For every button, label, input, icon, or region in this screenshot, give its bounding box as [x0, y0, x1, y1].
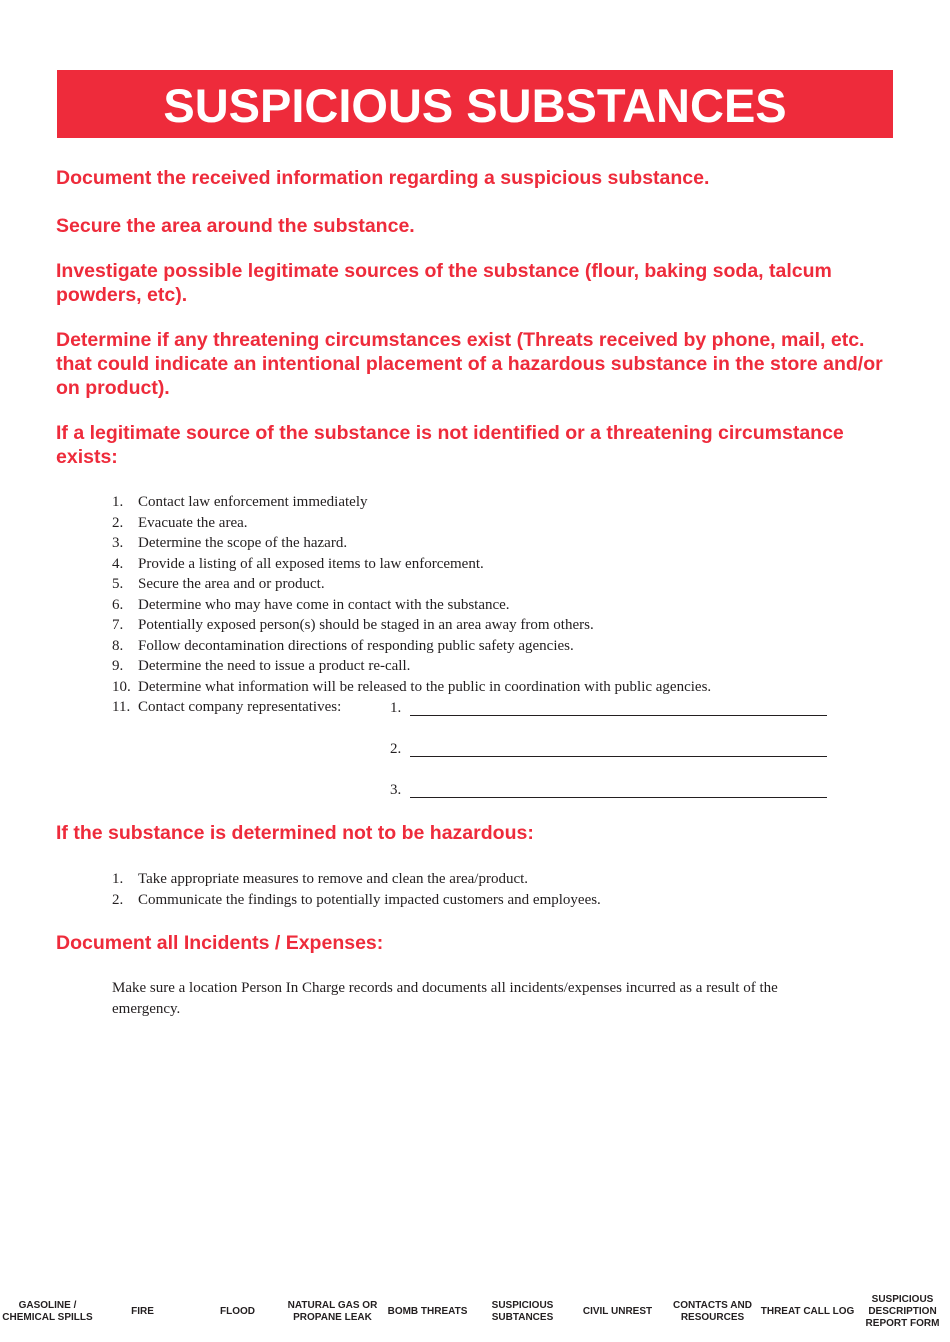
- fill-in-line: [410, 756, 827, 757]
- item-text: Provide a listing of all exposed items to law enforcement.: [138, 555, 484, 572]
- instruction-secure: Secure the area around the substance.: [56, 215, 415, 237]
- item-number: 11.: [112, 699, 131, 715]
- instruction-threats: Determine if any threatening circumstances exist (Threats received by phone, mail, etc. that could indicate an intentional placement of a hazardous substance in the store and/or on product).: [56, 329, 883, 399]
- document-instructions: Make sure a location Person In Charge records and documents all incidents/expenses incurred as a result of the emergency.: [112, 980, 778, 1017]
- tab-natural-gas-propane-leak[interactable]: NATURAL GAS OR PROPANE LEAK: [287, 1300, 378, 1323]
- document-heading: Document all Incidents / Expenses:: [56, 932, 384, 954]
- item-number: 7.: [112, 617, 124, 633]
- contact-rep-field-3[interactable]: [390, 780, 827, 800]
- item-number: 3.: [112, 535, 124, 551]
- list-item: [112, 554, 711, 575]
- contact-rep-field-1[interactable]: [390, 698, 827, 718]
- list-item: [112, 574, 711, 595]
- fill-in-line: [410, 797, 827, 798]
- item-number: 4.: [112, 555, 124, 572]
- item-text: Follow decontamination directions of responding public safety agencies.: [138, 637, 574, 654]
- tab-threat-call-log[interactable]: THREAT CALL LOG: [760, 1306, 855, 1317]
- list-item: [112, 533, 711, 554]
- item-number: 1.: [112, 494, 124, 510]
- item-number: 9.: [112, 658, 124, 674]
- field-number: 3.: [390, 782, 402, 798]
- item-text: Determine who may have come in contact with the substance.: [138, 596, 510, 613]
- tab-civil-unrest[interactable]: CIVIL UNREST: [582, 1306, 653, 1317]
- instruction-investigate: Investigate possible legitimate sources of the substance (flour, baking soda, talcum powders, etc).: [56, 260, 832, 306]
- item-text: Determine the need to issue a product re-call.: [138, 658, 411, 674]
- contact-rep-field-2[interactable]: [390, 739, 827, 759]
- item-text: Communicate the findings to potentially impacted customers and employees.: [138, 891, 601, 908]
- item-text: Potentially exposed person(s) should be staged in an area away from others.: [138, 617, 594, 633]
- tab-suspicious-description-report-form[interactable]: SUSPICIOUS DESCRIPTION REPORT FORM: [865, 1294, 940, 1329]
- item-text: Evacuate the area.: [138, 514, 248, 531]
- tab-bomb-threats[interactable]: BOMB THREATS: [387, 1306, 468, 1317]
- tab-suspicious-substances[interactable]: SUSPICIOUS SUBTANCES: [491, 1300, 554, 1323]
- tab-flood[interactable]: FLOOD: [220, 1306, 255, 1317]
- item-text: Secure the area and or product.: [138, 576, 325, 592]
- item-number: 10.: [112, 678, 131, 695]
- item-number: 1.: [112, 871, 124, 887]
- item-number: 8.: [112, 637, 124, 654]
- item-text: Take appropriate measures to remove and clean the area/product.: [138, 871, 529, 887]
- section-tabs: [0, 1292, 950, 1332]
- item-number: 2.: [112, 891, 124, 908]
- list-item: [112, 615, 711, 636]
- list-item: [112, 677, 711, 698]
- item-number: 5.: [112, 576, 124, 592]
- list-item: [112, 492, 711, 513]
- list-item: [112, 636, 711, 657]
- item-text: Determine the scope of the hazard.: [138, 535, 348, 551]
- item-text: Determine what information will be released to the public in coordination with public agencies.: [138, 678, 712, 695]
- list-item: [112, 513, 711, 534]
- list-item: [112, 656, 711, 677]
- field-number: 2.: [390, 741, 402, 757]
- not-hazardous-steps-list: [112, 869, 601, 910]
- item-text: Contact law enforcement immediately: [138, 494, 368, 510]
- field-number: 1.: [390, 700, 402, 716]
- list-item: [112, 890, 601, 911]
- hazard-steps-list: [112, 492, 711, 718]
- item-text: Contact company representatives:: [138, 699, 342, 715]
- fill-in-line: [410, 715, 827, 716]
- tab-contacts-resources[interactable]: CONTACTS AND RESOURCES: [673, 1300, 752, 1323]
- item-number: 2.: [112, 514, 124, 531]
- tab-gasoline-chemical-spills[interactable]: GASOLINE / CHEMICAL SPILLS: [2, 1300, 93, 1323]
- item-number: 6.: [112, 596, 124, 613]
- list-item: [112, 595, 711, 616]
- tab-fire[interactable]: FIRE: [131, 1306, 154, 1317]
- not-hazardous-heading: If the substance is determined not to be hazardous:: [56, 822, 534, 844]
- page-title: SUSPICIOUS SUBSTANCES: [57, 70, 893, 138]
- list-item: [112, 869, 601, 890]
- instruction-document: Document the received information regarding a suspicious substance.: [56, 167, 710, 189]
- hazard-heading: If a legitimate source of the substance is not identified or a threatening circumstance exists:: [56, 422, 844, 468]
